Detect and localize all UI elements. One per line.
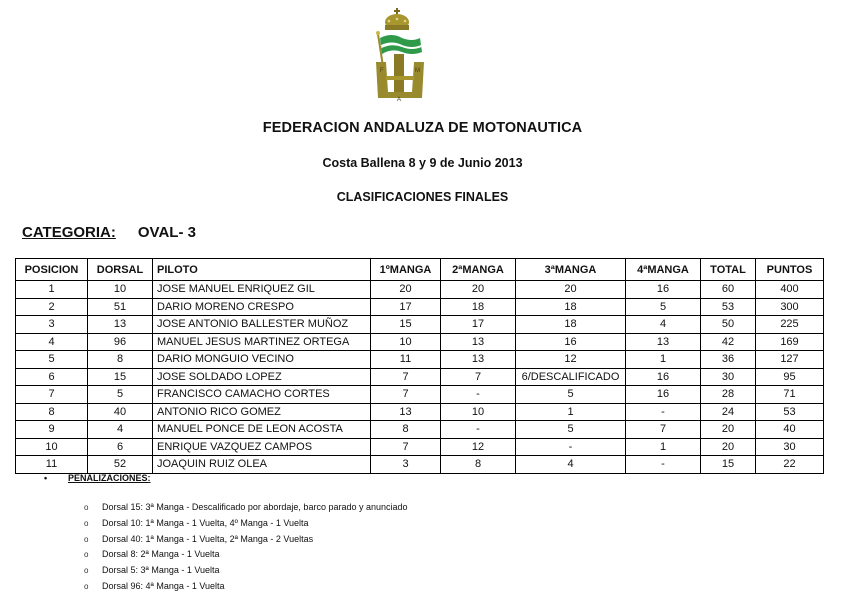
penalty-item bbox=[84, 547, 408, 563]
section-title: CLASIFICACIONES FINALES bbox=[336, 190, 509, 204]
cell-manga2: 12 bbox=[441, 438, 516, 456]
cell-puntos: 225 bbox=[756, 316, 824, 334]
col-header-manga4: 4ªMANGA bbox=[626, 259, 701, 281]
cell-manga2: 13 bbox=[441, 351, 516, 369]
category-label: CATEGORIA: bbox=[22, 224, 116, 241]
cell-manga1: 8 bbox=[371, 421, 441, 439]
cell-manga3: 6/DESCALIFICADO bbox=[516, 368, 626, 386]
cell-posicion: 2 bbox=[16, 298, 88, 316]
logo-letter-a: A bbox=[397, 97, 402, 103]
cell-manga3: 5 bbox=[516, 421, 626, 439]
penalty-text: Dorsal 10: 1ª Manga - 1 Vuelta, 4º Manga - 1 Vuelta bbox=[102, 517, 309, 528]
col-header-manga3: 3ªMANGA bbox=[516, 259, 626, 281]
circle-bullet-icon: o bbox=[84, 550, 89, 560]
cell-puntos: 300 bbox=[756, 298, 824, 316]
cell-manga1: 3 bbox=[371, 456, 441, 474]
table-header-row bbox=[16, 259, 824, 281]
cell-dorsal: 52 bbox=[88, 456, 153, 474]
cell-puntos: 53 bbox=[756, 403, 824, 421]
cell-manga3: 4 bbox=[516, 456, 626, 474]
cell-piloto: ANTONIO RICO GOMEZ bbox=[153, 403, 371, 421]
cell-manga4: 16 bbox=[626, 386, 701, 404]
col-header-puntos: PUNTOS bbox=[756, 259, 824, 281]
penalty-item bbox=[84, 563, 408, 579]
table-row bbox=[16, 403, 824, 421]
cell-manga3: 5 bbox=[516, 386, 626, 404]
cell-manga2: 18 bbox=[441, 298, 516, 316]
cell-piloto: ENRIQUE VAZQUEZ CAMPOS bbox=[153, 438, 371, 456]
category-line bbox=[22, 224, 196, 241]
cell-manga4: 4 bbox=[626, 316, 701, 334]
cell-manga4: 1 bbox=[626, 351, 701, 369]
cell-puntos: 400 bbox=[756, 281, 824, 299]
cell-piloto: FRANCISCO CAMACHO CORTES bbox=[153, 386, 371, 404]
cell-manga4: 7 bbox=[626, 421, 701, 439]
cell-manga1: 11 bbox=[371, 351, 441, 369]
cell-piloto: JOSE MANUEL ENRIQUEZ GIL bbox=[153, 281, 371, 299]
cell-total: 28 bbox=[701, 386, 756, 404]
cell-total: 53 bbox=[701, 298, 756, 316]
cell-manga1: 13 bbox=[371, 403, 441, 421]
circle-bullet-icon: o bbox=[84, 581, 89, 591]
circle-bullet-icon: o bbox=[84, 534, 89, 544]
penalty-item bbox=[84, 500, 408, 516]
cell-total: 60 bbox=[701, 281, 756, 299]
cell-posicion: 6 bbox=[16, 368, 88, 386]
col-header-dorsal: DORSAL bbox=[88, 259, 153, 281]
cell-manga4: 1 bbox=[626, 438, 701, 456]
cell-manga3: 18 bbox=[516, 298, 626, 316]
cell-posicion: 5 bbox=[16, 351, 88, 369]
cell-puntos: 169 bbox=[756, 333, 824, 351]
cell-manga2: 17 bbox=[441, 316, 516, 334]
cell-manga4: - bbox=[626, 456, 701, 474]
cell-piloto: MANUEL PONCE DE LEON ACOSTA bbox=[153, 421, 371, 439]
cell-manga1: 7 bbox=[371, 368, 441, 386]
col-header-total: TOTAL bbox=[701, 259, 756, 281]
cell-total: 42 bbox=[701, 333, 756, 351]
cell-dorsal: 40 bbox=[88, 403, 153, 421]
penalty-text: Dorsal 8: 2ª Manga - 1 Vuelta bbox=[102, 549, 220, 560]
results-table bbox=[15, 258, 824, 474]
cell-manga1: 10 bbox=[371, 333, 441, 351]
penalty-text: Dorsal 40: 1ª Manga - 1 Vuelta, 2ª Manga - 2 Vueltas bbox=[102, 533, 314, 544]
cell-manga4: 16 bbox=[626, 368, 701, 386]
cell-total: 50 bbox=[701, 316, 756, 334]
cell-puntos: 22 bbox=[756, 456, 824, 474]
cell-puntos: 40 bbox=[756, 421, 824, 439]
cell-posicion: 7 bbox=[16, 386, 88, 404]
cell-dorsal: 4 bbox=[88, 421, 153, 439]
cell-manga3: 18 bbox=[516, 316, 626, 334]
cell-posicion: 4 bbox=[16, 333, 88, 351]
cell-manga2: 7 bbox=[441, 368, 516, 386]
cell-manga4: - bbox=[626, 403, 701, 421]
table-row bbox=[16, 333, 824, 351]
cell-manga2: - bbox=[441, 386, 516, 404]
logo-letter-m: M bbox=[415, 68, 420, 74]
cell-manga2: 10 bbox=[441, 403, 516, 421]
cell-puntos: 127 bbox=[756, 351, 824, 369]
cell-piloto: JOSE ANTONIO BALLESTER MUÑOZ bbox=[153, 316, 371, 334]
cell-manga3: 12 bbox=[516, 351, 626, 369]
penalty-item bbox=[84, 516, 408, 532]
cell-posicion: 1 bbox=[16, 281, 88, 299]
circle-bullet-icon: o bbox=[84, 566, 89, 576]
penalties-list bbox=[84, 500, 408, 595]
table-row bbox=[16, 298, 824, 316]
cell-manga2: 8 bbox=[441, 456, 516, 474]
cell-manga2: 13 bbox=[441, 333, 516, 351]
cell-manga3: 1 bbox=[516, 403, 626, 421]
cell-dorsal: 5 bbox=[88, 386, 153, 404]
cell-piloto: MANUEL JESUS MARTINEZ ORTEGA bbox=[153, 333, 371, 351]
table-row bbox=[16, 438, 824, 456]
bullet-icon: • bbox=[44, 473, 48, 483]
cell-piloto: DARIO MONGUIO VECINO bbox=[153, 351, 371, 369]
federation-logo bbox=[372, 6, 428, 104]
cell-dorsal: 6 bbox=[88, 438, 153, 456]
cell-posicion: 9 bbox=[16, 421, 88, 439]
cell-total: 15 bbox=[701, 456, 756, 474]
cell-manga1: 7 bbox=[371, 386, 441, 404]
cell-dorsal: 96 bbox=[88, 333, 153, 351]
category-value: OVAL- 3 bbox=[137, 224, 196, 241]
col-header-manga1: 1ºMANGA bbox=[371, 259, 441, 281]
cell-puntos: 95 bbox=[756, 368, 824, 386]
cell-total: 20 bbox=[701, 438, 756, 456]
table-row bbox=[16, 421, 824, 439]
table-row bbox=[16, 316, 824, 334]
cell-manga3: - bbox=[516, 438, 626, 456]
cell-dorsal: 8 bbox=[88, 351, 153, 369]
penalties-heading bbox=[44, 473, 151, 483]
cell-posicion: 10 bbox=[16, 438, 88, 456]
cell-posicion: 3 bbox=[16, 316, 88, 334]
cell-manga2: - bbox=[441, 421, 516, 439]
penalty-item bbox=[84, 532, 408, 548]
cell-manga1: 17 bbox=[371, 298, 441, 316]
cell-manga1: 20 bbox=[371, 281, 441, 299]
penalty-text: Dorsal 96: 4ª Manga - 1 Vuelta bbox=[102, 580, 225, 591]
col-header-manga2: 2ªMANGA bbox=[441, 259, 516, 281]
cell-manga2: 20 bbox=[441, 281, 516, 299]
logo-letter-f: F bbox=[380, 68, 384, 74]
cell-manga3: 20 bbox=[516, 281, 626, 299]
cell-piloto: DARIO MORENO CRESPO bbox=[153, 298, 371, 316]
cell-posicion: 8 bbox=[16, 403, 88, 421]
cell-manga1: 7 bbox=[371, 438, 441, 456]
cell-manga1: 15 bbox=[371, 316, 441, 334]
col-header-posicion: POSICION bbox=[16, 259, 88, 281]
circle-bullet-icon: o bbox=[84, 503, 89, 512]
penalty-text: Dorsal 5: 3ª Manga - 1 Vuelta bbox=[102, 565, 220, 576]
cell-total: 24 bbox=[701, 403, 756, 421]
event-subtitle: Costa Ballena 8 y 9 de Junio 2013 bbox=[322, 156, 523, 170]
cell-manga4: 13 bbox=[626, 333, 701, 351]
cell-puntos: 71 bbox=[756, 386, 824, 404]
cell-piloto: JOSE SOLDADO LOPEZ bbox=[153, 368, 371, 386]
cell-dorsal: 10 bbox=[88, 281, 153, 299]
table-row bbox=[16, 456, 824, 474]
cell-piloto: JOAQUIN RUIZ OLEA bbox=[153, 456, 371, 474]
cell-total: 20 bbox=[701, 421, 756, 439]
cell-manga3: 16 bbox=[516, 333, 626, 351]
cell-posicion: 11 bbox=[16, 456, 88, 474]
circle-bullet-icon: o bbox=[84, 518, 89, 528]
cell-dorsal: 13 bbox=[88, 316, 153, 334]
penalty-text: Dorsal 15: 3ª Manga - Descalificado por abordaje, barco parado y anunciado bbox=[102, 502, 408, 512]
cell-manga4: 5 bbox=[626, 298, 701, 316]
table-row bbox=[16, 368, 824, 386]
document-title: FEDERACION ANDALUZA DE MOTONAUTICA bbox=[262, 120, 583, 136]
cell-total: 36 bbox=[701, 351, 756, 369]
col-header-piloto: PILOTO bbox=[153, 259, 371, 281]
table-row bbox=[16, 281, 824, 299]
table-row bbox=[16, 351, 824, 369]
penalty-item bbox=[84, 579, 408, 595]
cell-dorsal: 51 bbox=[88, 298, 153, 316]
cell-dorsal: 15 bbox=[88, 368, 153, 386]
penalties-title: PENALIZACIONES: bbox=[68, 473, 151, 483]
cell-manga4: 16 bbox=[626, 281, 701, 299]
table-row bbox=[16, 386, 824, 404]
cell-total: 30 bbox=[701, 368, 756, 386]
cell-puntos: 30 bbox=[756, 438, 824, 456]
